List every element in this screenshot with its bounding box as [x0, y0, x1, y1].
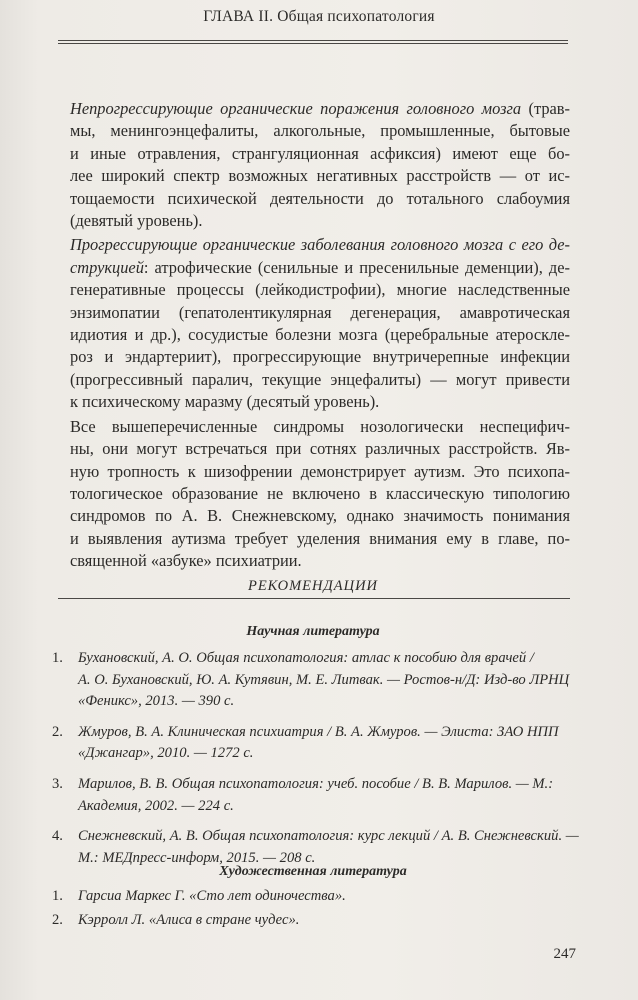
- text-line: роз и эндартериит), прогрессирующие внутричерепные инфекции: [70, 347, 570, 367]
- text-line: (прогрессивный паралич, текущие энцефалиты) — могут привести: [70, 369, 570, 389]
- list-item: 2. Кэрролл Л. «Алиса в стране чудес».: [52, 910, 572, 932]
- text-line: генеративные процессы (лейкодистрофии), многие наследственные: [70, 280, 570, 300]
- page-number: 247: [553, 946, 576, 962]
- text-line: энзимопатии (гепатолентикулярная дегенерация, амавротическая: [70, 302, 570, 322]
- text-line: и выявления аутизма требует уделения внимания ему в главе, по-: [70, 528, 570, 548]
- paragraph-autism: [70, 416, 570, 573]
- recommendations-title: РЕКОМЕНДАЦИИ: [247, 578, 379, 594]
- list-item-number: 1.: [52, 650, 63, 666]
- text-line: и иные отравления, странгуляционная асфиксия) имеют еще бо-: [70, 143, 570, 163]
- main-text: [70, 98, 570, 573]
- paragraph-progressive: Прогрессирующие органические заболевания головного мозга с его де- струкцией: атрофические (сенильные и пресенильные деменции), де- генеративные процессы (лейкодистрофии), многие наследственные энзимопатии (гепатолентикулярная дегенерация, амавротическая идиотия и др.), сосудистые болезни мозга (церебральные атероскле- роз и эндартериит), прогрессирующие внутричерепные инфекции (прогрессивный паралич, текущие энцефалиты) — могут привести к психическому маразму (десятый уровень).: [70, 234, 570, 413]
- text-line: синдромов по А. В. Снежневскому, однако значимость понимания: [70, 506, 570, 526]
- text-line: (девятый уровень).: [70, 211, 203, 231]
- paragraph-lead-italic: Прогрессирующие органические заболевания головного мозга с его де-: [70, 235, 570, 255]
- list-item-number: 2.: [52, 723, 63, 740]
- list-item: 1. Бухановский, А. О. Общая психопатология: атлас к пособию для врачей / А. О. Бухановский, Ю. А. Кутявин, М. Е. Литвак. — Ростов-н/Д: Изд-во ЛРНЦ «Феникс», 2013. — 390 с.: [52, 650, 570, 710]
- list-item: 2. Жмуров, В. А. Клиническая психиатрия / В. А. Жмуров. — Элиста: ЗАО НПП «Джангар», 2010. — 1272 с.: [52, 723, 559, 762]
- text-line: священной «азбуке» психиатрии.: [70, 551, 302, 571]
- list-item-number: 4.: [52, 828, 63, 845]
- scientific-literature-list: [52, 648, 579, 878]
- paragraph-lead-italic: Непрогрессирующие органические поражения головного мозга: [70, 99, 522, 118]
- list-item-number: 2.: [52, 911, 63, 928]
- list-item: 3. Марилов, В. В. Общая психопатология: учеб. пособие / В. В. Марилов. — М.: Академия, 2002. — 224 с.: [52, 775, 554, 814]
- list-item-number: 3.: [52, 775, 63, 792]
- text-line: лее широкий спектр возможных негативных расстройств — от ис-: [70, 166, 570, 186]
- text-line: тощаемости психической деятельности до тотального слабоумия: [70, 188, 570, 208]
- recommendations-rule: [58, 598, 570, 599]
- scientific-literature-heading: Научная литература: [246, 624, 380, 639]
- text-line: Все вышеперечисленные синдромы нозологически неспецифич-: [70, 416, 570, 436]
- fiction-literature-heading: Художественная литература: [219, 864, 407, 879]
- text-line: тологическое образование не включено в классическую типологию: [70, 483, 570, 503]
- list-item: 1. Гарсиа Маркес Г. «Сто лет одиночества».: [52, 886, 572, 908]
- paragraph-nonprogressive: Непрогрессирующие органические поражения головного мозга (трав- мы, менингоэнцефалиты, алкогольные, промышленные, бытовые и иные отравления, странгуляционная асфиксия) имеют еще бо- лее широкий спектр возможных негативных расстройств — от ис- тощаемости психической деятельности до тотального слабоумия (девятый уровень).: [70, 98, 570, 232]
- text-line: идиотия и др.), сосудистые болезни мозга (церебральные атероскле-: [70, 325, 570, 345]
- fiction-literature-list: [52, 886, 572, 940]
- text-line: ную тропность к шизофрении демонстрирует аутизм. Это психопа-: [70, 461, 570, 481]
- text-line: мы, менингоэнцефалиты, алкогольные, промышленные, бытовые: [70, 121, 570, 141]
- list-item-number: 1.: [52, 888, 63, 904]
- list-item: 4. Снежневский, А. В. Общая психопатология: курс лекций / А. В. Снежневский. — М.: МЕДпресс-информ, 2015. — 208 с.: [52, 828, 579, 866]
- text-line: ны, они могут встречаться при сотнях различных расстройств. Яв-: [70, 439, 570, 459]
- text-line: к психическому маразму (десятый уровень).: [70, 392, 380, 412]
- running-header-title: ГЛАВА II. Общая психопатология: [203, 8, 435, 25]
- header-double-rule: [58, 40, 568, 44]
